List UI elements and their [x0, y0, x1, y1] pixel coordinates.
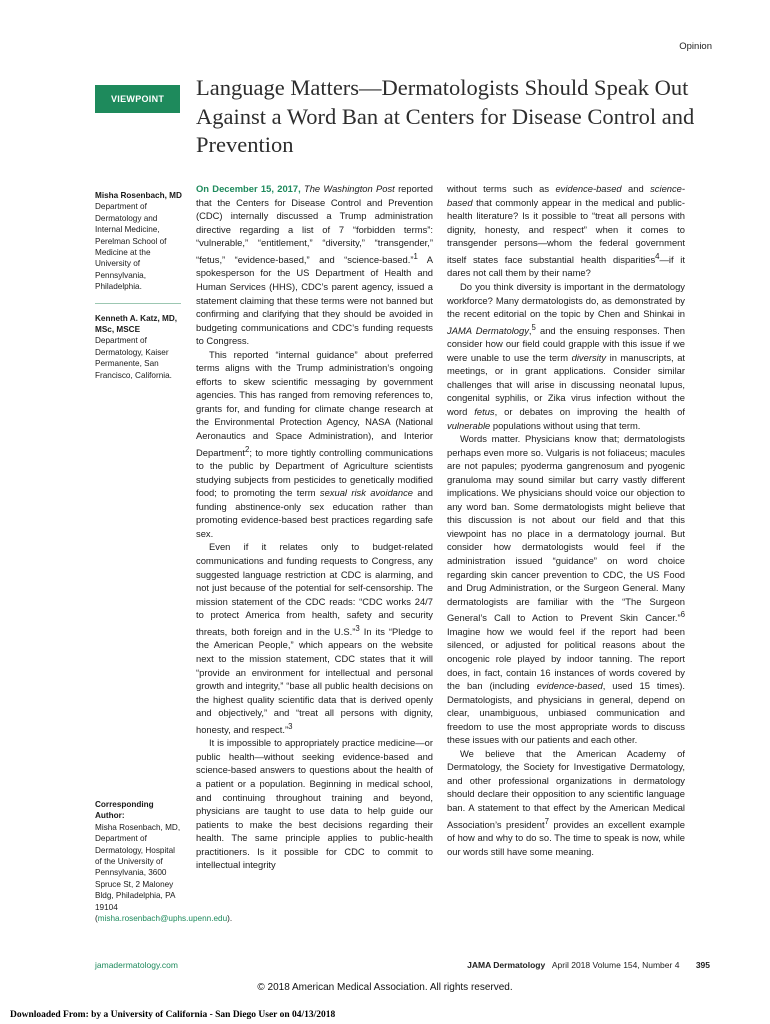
- download-notice: Downloaded From: by a University of California - San Diego User on 04/13/2018: [10, 1010, 336, 1020]
- paragraph: [447, 182, 685, 280]
- journal-name: JAMA Dermatology: [467, 960, 546, 970]
- article-column-1: [196, 182, 433, 872]
- text-run: We believe that the American Academy of Dermatology, the Society for Investigative Dermatology, and other professional organizations in dermatology should declare their opposition to any scientific language ban. A statement to that effect by the American Medical Association’s president: [447, 747, 685, 830]
- corresponding-heading: Corresponding Author:: [95, 800, 154, 821]
- paragraph: [196, 182, 433, 348]
- corresponding-author: [95, 799, 233, 924]
- copyright-notice: © 2018 American Medical Association. All rights reserved.: [257, 982, 513, 993]
- corresponding-email-link[interactable]: misha.rosenbach@uphs.upenn.edu: [97, 914, 228, 924]
- text-run: Imagine how we would feel if the report had been silenced, or adjusted for political reasons about the oncogenic role played by indoor tanning. The report does, in fact, contain 16 instances of words covered by the ban (including: [447, 625, 685, 692]
- emphasis: vulnerable: [447, 419, 491, 431]
- text-run: , used 15 times). Dermatologists, and physicians in general, depend on clear, unambiguous, unbiased communication and freedom to use the most appropriate words to discuss these issues with our patients and each other.: [447, 680, 685, 746]
- article-column-2: [447, 182, 685, 858]
- reference[interactable]: 3: [288, 721, 293, 731]
- author-sidebar: [95, 190, 183, 381]
- text-run: , or debates on improving the health of: [494, 406, 685, 417]
- text-run: ; to more tightly controlling communications to the public by Department of Agriculture scientists studying subjects from pesticides to genetically modified food; to promoting the term: [196, 446, 433, 499]
- journal-website-link[interactable]: jamadermatology.com: [95, 960, 178, 970]
- text-run: Words matter. Physicians know that; dermatologists perhaps even more so. Vulgaris is not foliaceus; macules are not papules; pyoderma gangrenosum and pyogenic granuloma may sound similar but carry vastly different implications. We physicians should voice our objection to any word ban. Some dermatologists might believe that this discussion is not about our field and that this viewpoint has no place in a dermatology journal. But consider how dermatologists would feel if the administration issued “guidance” on word choice regarding skin cancer prevention to CDC, the US Food and Drug Administration, or the Surgeon General. Many dermatologists are familiar with the “The Surgeon General’s Call to Action to Prevent Skin Cancer.”: [447, 433, 685, 624]
- author-affiliation: Department of Dermatology, Kaiser Permanente, San Francisco, California.: [95, 336, 172, 380]
- text-run: and funding abstinence-only sex education rather than promoting evidence-based best practices regarding safe sex.: [196, 487, 434, 539]
- section-label: Opinion: [679, 41, 712, 52]
- text-run: populations without using that term.: [492, 419, 641, 431]
- text-run: provides an excellent example of how and why to do so. The time to speak is now, while our words still have some meaning.: [447, 818, 686, 857]
- text-run: Even if it relates only to budget-related communications and funding requests to Congress, any suggested language restriction at CDC is alarming, and not just because of the potential for self-censorship. The mission statement of the CDC reads: “CDC works 24/7 to protect America from health, safety and security threats, both foreign and in the U.S.”: [196, 541, 433, 637]
- paragraph: [196, 540, 433, 736]
- text-run: in manuscripts, at meetings, or in grant applications. Consider similar challenges that will arise in discussing neonatal lupus, congenital syphilis, or Zika virus infection without the word: [447, 351, 686, 417]
- viewpoint-badge: VIEWPOINT: [95, 85, 180, 113]
- author-block: [95, 313, 183, 381]
- corresponding-close: ).: [227, 914, 233, 924]
- author-name: Kenneth A. Katz, MD, MSc, MSCE: [95, 313, 178, 335]
- emphasis: diversity: [571, 351, 607, 363]
- journal-footer: [467, 960, 710, 970]
- emphasis: evidence-based: [536, 680, 603, 692]
- emphasis: evidence-based: [555, 183, 622, 194]
- text-run: This reported “internal guidance” about preferred terms aligns with the Trump administration’s ongoing efforts to skew scientific messaging by government agencies. This has ranged from removing references to, grants for, and funding for climate change research at the Environmental Protection Agency, NASA (National Aeronautics and Space Administration), and Interior Department: [196, 348, 433, 458]
- issue-info: April 2018 Volume 154, Number 4: [551, 960, 680, 970]
- text-run: In its “Pledge to the American People,” which appears on the website next to the mission statement, CDC states that it will “provide an environment for intellectual and personal growth and integrity,” “base all public health decisions on the highest quality scientific data that is derived openly and objectively,” and “treat all persons with dignity, honesty, and respect.”: [196, 625, 433, 735]
- emphasis: science-based: [447, 183, 686, 208]
- reference[interactable]: 3: [355, 623, 360, 633]
- emphasis: fetus: [474, 406, 495, 417]
- author-affiliation: Department of Dermatology and Internal Medicine, Perelman School of Medicine at the University of Pennsylvania, Philadelphia.: [95, 202, 167, 292]
- text-run: A spokesperson for the US Department of Health and Human Services (HHS), CDC’s parent agency, issued a statement claiming that these terms were not banned but confirming and clarifying that they should be avoided in budgeting communications and CDC’s funding requests to Congress.: [196, 253, 433, 347]
- paragraph: [447, 747, 685, 859]
- paragraph: [196, 348, 433, 541]
- text-run: without terms such as: [447, 183, 550, 194]
- text-run: and: [628, 183, 644, 194]
- paragraph: Do you think diversity is important in the dermatology workforce? Many dermatologists do, as demonstrated by the recent editorial on the topic by Chen and Shinkai in JAMA Dermatology,$^5$ and the ensuing responses. Then consider how our field could grapple with this issue if we were unable to use the term diversity in manuscripts, at meetings, or in grant applications. Consider similar challenges that will arise in discussing neonatal lupus, congenital syphilis, or Zika virus infection without the word fetus, or debates on improving the health of vulnerable populations without using that term.: [447, 280, 686, 431]
- emphasis: sexual risk avoidance: [319, 487, 414, 499]
- dateline: On December 15, 2017,: [196, 183, 301, 194]
- reference[interactable]: 4: [655, 251, 660, 261]
- text-run: Do you think diversity is important in the dermatology workforce? Many dermatologists do, as demonstrated by the recent editorial on the topic by Chen and Shinkai in: [447, 280, 685, 320]
- paragraph: [447, 432, 685, 747]
- article-title: Language Matters—Dermatologists Should Speak Out Against a Word Ban at Centers for Disease Control and Prevention: [196, 75, 695, 157]
- author-divider: [95, 303, 181, 304]
- reference[interactable]: 5: [531, 322, 536, 332]
- reference[interactable]: 6: [680, 610, 685, 620]
- reference[interactable]: 1: [413, 251, 418, 261]
- text-run: reported that the Centers for Disease Control and Prevention (CDC) internally discussed a Trump administration directive regarding a list of 7 “forbidden terms”: “vulnerable,” “entitlement,” “diversity,” “transgender,” “fetus,” “evidence-based,” and “science-based.”: [196, 183, 433, 265]
- author-name: Misha Rosenbach, MD: [95, 191, 182, 200]
- reference[interactable]: 2: [244, 444, 250, 454]
- page-number: 395: [695, 960, 710, 970]
- author-block: [95, 190, 183, 293]
- corresponding-details: Misha Rosenbach, MD, Department of Dermatology, Hospital of the University of Pennsylvania, 3600 Spruce St, 2 Maloney Bldg, Philadelphia, PA 19104 (: [95, 822, 181, 924]
- paragraph: It is impossible to appropriately practice medicine—or public health—without seeking evidence-based and science-based answers to questions about the health of a patient or a population. Beginning in medical school, and continuing throughout training and beyond, physicians are taught to use data to help guide our patients to make the best decisions regarding their health. The same principle applies to public-health practitioners. Is it possible for CDC to commit to intellectual integrity: [196, 737, 433, 871]
- text-run: and the ensuing responses. Then consider how our field could grapple with this issue if we were unable to use the term: [447, 324, 686, 363]
- publication-name: The Washington Post: [303, 183, 395, 194]
- text-run: —if it dares not call them by their name?: [447, 253, 685, 279]
- text-run: that commonly appear in the medical and public-health literature? Is it possible to “treat all persons with dignity, honesty, and respect” when it comes to transgender persons—whom the federal government itself states face substantial health disparities: [447, 196, 685, 265]
- emphasis: JAMA Dermatology: [447, 324, 529, 336]
- reference[interactable]: 7: [544, 816, 549, 826]
